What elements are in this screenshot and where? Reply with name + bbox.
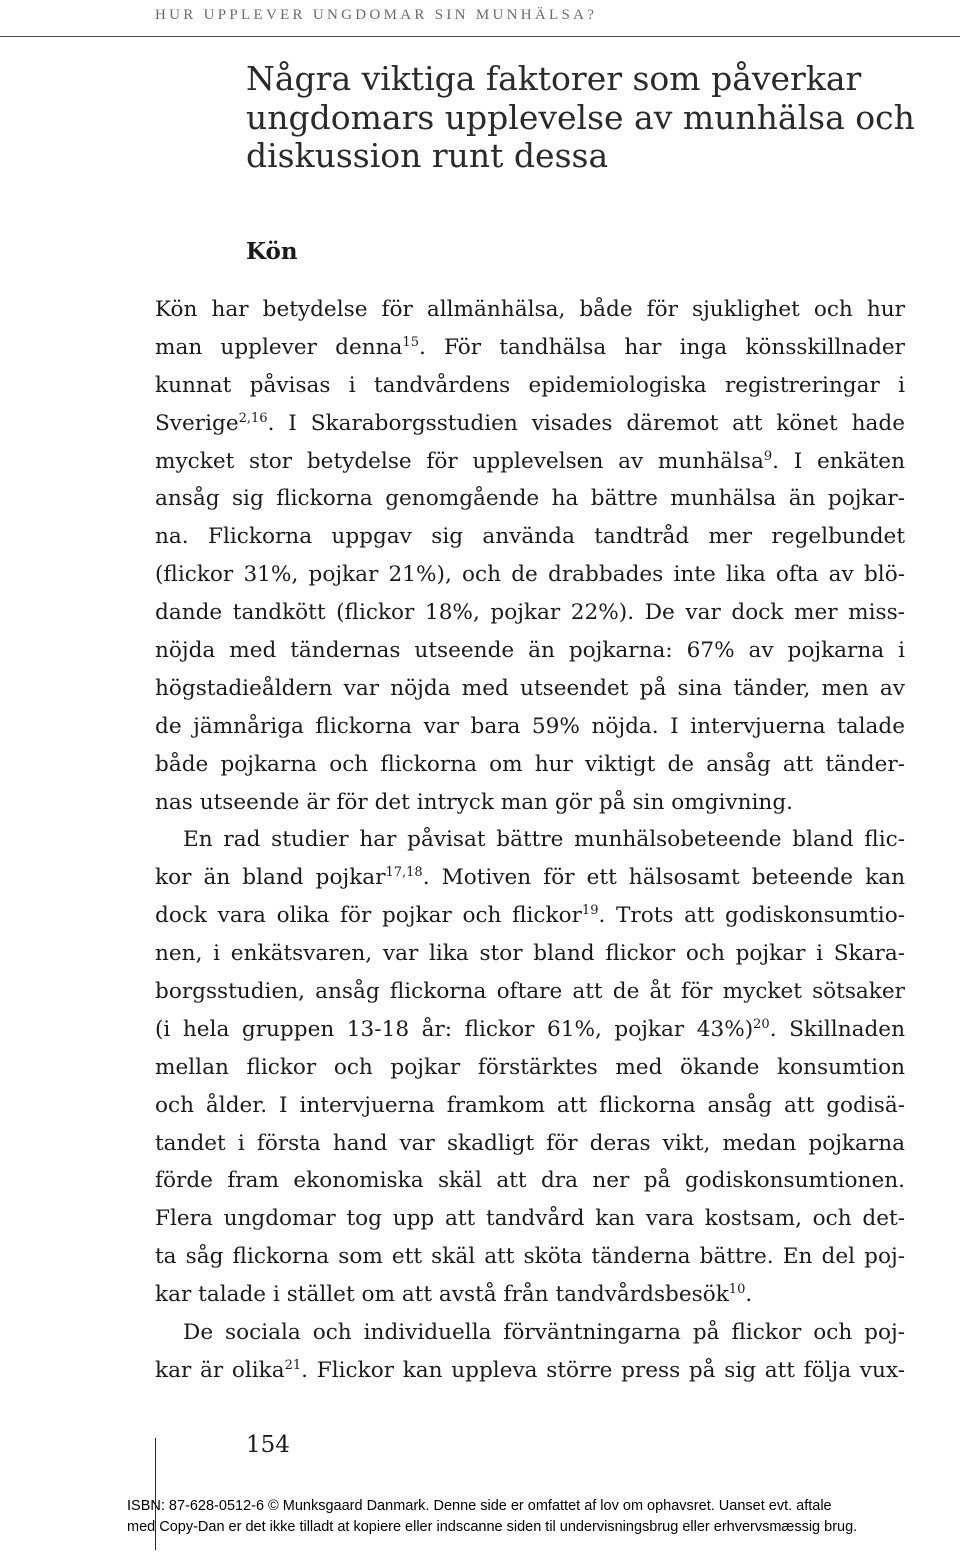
text-span: . Skillnaden [769,1016,905,1042]
text-span: . I enkäten [772,448,905,474]
text-line: Flera ungdomar tog upp att tandvård kan vara kostsam, och det- [155,1206,905,1232]
reference-marker: 10 [728,1282,746,1298]
text-line: och ålder. I intervjuerna framkom att flickorna ansåg att godisä- [155,1092,905,1118]
text-line: mellan flickor och pojkar förstärktes med ökande konsumtion [155,1054,905,1080]
text-line: dande tandkött (flickor 18%, pojkar 22%). De var dock mer miss- [155,600,905,626]
running-header: HUR UPPLEVER UNGDOMAR SIN MUNHÄLSA? [155,7,598,23]
text-span: (i hela gruppen 13-18 år: flickor 61%, pojkar 43%) [155,1016,754,1042]
paragraph [155,1314,905,1390]
text-line [155,1276,905,1314]
body-text [155,291,905,1390]
text-span: dock vara olika för pojkar och flickor [155,903,582,929]
text-line: högstadieåldern var nöjda med utseendet på sina tänder, men av [155,675,905,701]
reference-marker: 15 [402,334,419,350]
text-line [155,1011,905,1049]
paragraph [155,821,905,1314]
text-line: de jämnåriga flickorna var bara 59% nöjda. I intervjuerna talade [155,713,905,739]
text-line [155,405,905,443]
text-span: . I Skaraborgsstudien visades däremot att könet hade [267,410,905,436]
text-line: ta såg flickorna som ett skäl att sköta tänderna bättre. En del poj- [155,1244,905,1270]
text-line: En rad studier har påvisat bättre munhälsobeteende bland flic- [183,827,905,853]
text-line: nöjda med tändernas utseende än pojkarna: 67% av pojkarna i [155,638,905,664]
text-line: nas utseende är för det intryck man gör på sin omgivning. [155,789,794,815]
section-title-line: ungdomars upplevelse av munhälsa och [246,97,915,137]
text-line: både pojkarna och flickorna om hur viktigt de ansåg att tänder- [155,751,905,777]
text-line: kunnat påvisas i tandvårdens epidemiologiska registreringar i [155,372,905,398]
text-line: tandet i första hand var skadligt för deras vikt, medan pojkarna [155,1130,905,1156]
header-rule [0,36,960,37]
reference-marker: 9 [763,448,773,464]
page-number: 154 [246,1432,290,1458]
text-line [155,329,905,367]
text-span: man upplever denna [155,334,403,360]
copyright-line: ISBN: 87-628-0512-6 © Munksgaard Danmark. Denne side er omfattet af lov om ophavsret. Uanset evt. aftale [127,1498,832,1514]
text-line: Kön har betydelse för allmänhälsa, både för sjuklighet och hur [155,297,905,322]
text-line: De sociala och individuella förväntningarna på flickor och poj- [183,1320,905,1346]
reference-marker: 19 [581,903,599,919]
copyright-notice [127,1496,857,1538]
paragraph [155,291,905,821]
text-line [155,897,905,935]
section-title [246,60,946,176]
text-span: kar är olika [155,1357,285,1383]
text-span: . [745,1282,753,1308]
text-span: . För tandhälsa har inga könsskillnader [418,334,905,360]
text-line: (flickor 31%, pojkar 21%), och de drabbades inte lika ofta av blö- [155,562,905,588]
section-title-line: Några viktiga faktorer som påverkar [246,59,862,98]
subheading-kon: Kön [246,238,298,265]
text-line: förde fram ekonomiska skäl att dra ner på godiskonsumtionen. [155,1168,905,1194]
copyright-line: med Copy-Dan er det ikke tilladt at kopiere eller indscanne siden til undervisningsbrug eller erhvervsmæssig brug. [127,1519,858,1535]
text-span: . Motiven för ett hälsosamt beteende kan [422,865,905,891]
reference-marker: 21 [284,1357,302,1373]
text-span: . Trots att godiskonsumtio- [598,903,905,929]
text-line [155,1352,905,1390]
text-span: kor än bland pojkar [155,865,386,891]
reference-marker: 17,18 [385,865,423,881]
text-span: mycket stor betydelse för upplevelsen av munhälsa [155,448,764,474]
text-line: ansåg sig flickorna genomgående ha bättre munhälsa än pojkar- [155,486,905,512]
text-span: Sverige [155,410,239,436]
text-line [155,859,905,897]
text-line: na. Flickorna uppgav sig använda tandtråd mer regelbundet [155,524,905,550]
section-title-line: diskussion runt dessa [246,136,609,175]
reference-marker: 20 [753,1016,770,1032]
text-span: kar talade i stället om att avstå från tandvårdsbesök [155,1282,729,1308]
text-line: borgsstudien, ansåg flickorna oftare att de åt för mycket sötsaker [155,979,905,1005]
text-line [155,443,905,481]
text-line: nen, i enkätsvaren, var lika stor bland flickor och pojkar i Skara- [155,941,905,967]
text-span: . Flickor kan uppleva större press på sig att följa vux- [301,1357,905,1383]
reference-marker: 2,16 [238,410,268,426]
